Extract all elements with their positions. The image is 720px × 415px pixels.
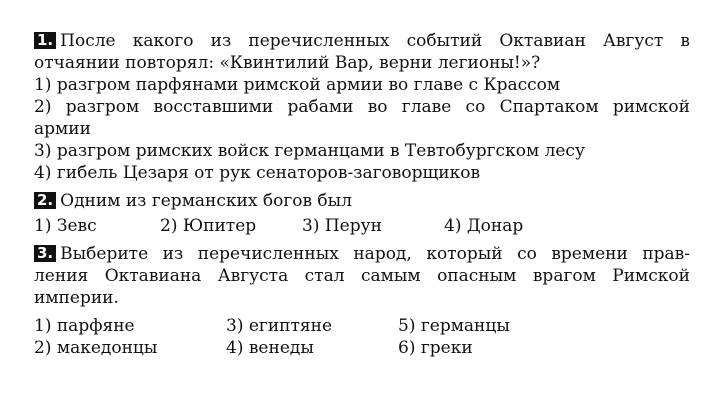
question-3-line-1 xyxy=(34,243,690,265)
question-3-text-line-2: ления Октавиана Августа стал самым опасным врагом Римской xyxy=(34,266,690,286)
question-3-options-row-2 xyxy=(34,337,690,359)
question-3-option-4: 4) венеды xyxy=(226,338,314,358)
question-2-option-2: 2) Юпитер xyxy=(160,216,257,236)
question-3-option-3: 3) египтяне xyxy=(226,316,333,336)
worksheet xyxy=(34,30,690,359)
question-1-option-2: 2) разгром восставшими рабами во главе со Спартаком римской xyxy=(34,97,690,117)
question-2-text: Одним из германских богов был xyxy=(60,191,352,211)
question-1-option-2-cont: армии xyxy=(34,119,91,139)
question-3-options-row-1 xyxy=(34,315,690,337)
question-1-option-4: 4) гибель Цезаря от рук сенаторов-заговорщиков xyxy=(34,163,481,183)
question-2-option-3: 3) Перун xyxy=(302,216,382,236)
question-1-number: 1. xyxy=(34,32,56,49)
question-3-option-5: 5) германцы xyxy=(398,316,510,336)
question-3 xyxy=(34,243,690,359)
question-2-number: 2. xyxy=(34,192,56,209)
question-2-options xyxy=(34,215,690,237)
question-1-text-line-2: отчаянии повторял: «Квинтилий Вар, верни легионы!»? xyxy=(34,53,541,73)
question-3-option-6: 6) греки xyxy=(398,338,473,358)
question-1-option-3: 3) разгром римских войск германцами в Тевтобургском лесу xyxy=(34,141,585,161)
question-3-option-2: 2) македонцы xyxy=(34,338,158,358)
question-2-option-1: 1) Зевс xyxy=(34,216,97,236)
question-3-options xyxy=(34,315,690,359)
question-3-text-line-3: империи. xyxy=(34,288,119,308)
question-3-text-line-1: Выберите из перечисленных народ, который со времени прав- xyxy=(60,244,690,264)
question-1 xyxy=(34,30,690,184)
question-2 xyxy=(34,190,690,237)
question-2-line-1 xyxy=(34,190,690,212)
question-1-line-1 xyxy=(34,30,690,52)
question-3-option-1: 1) парфяне xyxy=(34,316,135,336)
question-1-option-1: 1) разгром парфянами римской армии во главе с Крассом xyxy=(34,75,561,95)
question-1-text-line-1: После какого из перечисленных событий Октавиан Август в xyxy=(60,31,690,51)
question-2-option-4: 4) Донар xyxy=(444,216,524,236)
question-3-number: 3. xyxy=(34,245,56,262)
